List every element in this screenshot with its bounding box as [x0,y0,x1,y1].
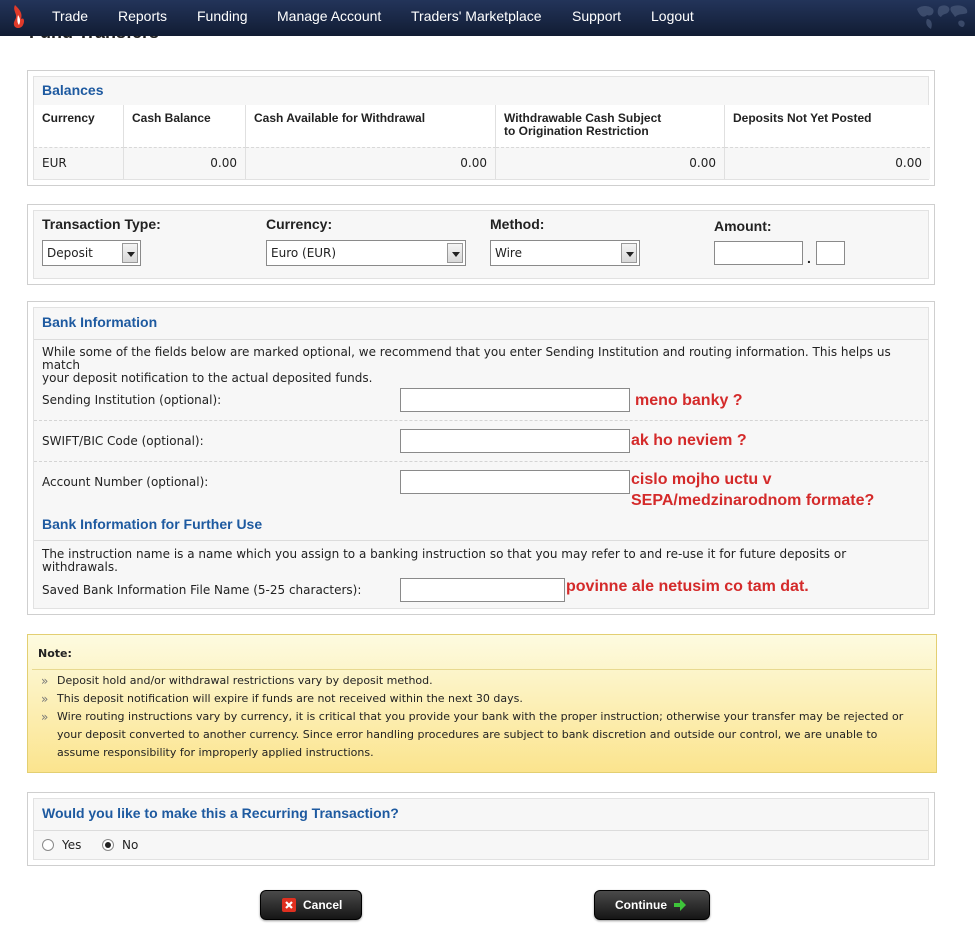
account-number-input[interactable] [400,470,630,494]
balance-cell-deposits: 0.00 [725,147,930,179]
method-label: Method: [490,216,545,232]
annotation-line: SEPA/medzinarodnom formate? [631,492,875,509]
recurring-question: Would you like to make this a Recurring Transaction? [42,805,399,821]
top-navigation-bar [0,0,975,36]
recurring-no-label[interactable]: No [122,838,139,852]
intro-line: While some of the fields below are marked optional, we recommend that you enter Sending Institution and routing information. This helps us match [42,345,891,372]
header-text: to Origination Restriction [504,124,649,138]
balance-cell-withdrawable: 0.00 [496,147,725,179]
annotation-line: cislo mojho uctu v [631,471,772,488]
balances-panel [27,70,935,186]
bank-intro-text [42,346,922,385]
divider [34,339,928,340]
balances-header-deposits-not-posted [725,105,930,147]
account-number-label: Account Number (optional): [42,475,209,489]
recurring-inner [33,798,929,860]
recurring-panel [27,792,935,866]
header-text: Currency [42,111,95,125]
sending-institution-input[interactable] [400,388,630,412]
balance-cell-currency: EUR [34,147,124,179]
intro-line: your deposit notification to the actual deposited funds. [42,371,373,385]
annotation-saved: povinne ale netusim co tam dat. [566,578,809,595]
bank-further-use-title: Bank Information for Further Use [42,516,263,532]
select-value: Euro (EUR) [271,246,337,260]
divider [34,540,928,541]
method-select[interactable] [490,240,640,266]
bank-information-inner [33,307,929,609]
bank-information-panel [27,301,935,615]
nav-funding[interactable]: Funding [197,8,248,24]
divider [34,461,928,462]
select-value: Deposit [47,246,93,260]
recurring-yes-radio[interactable] [42,839,54,851]
saved-bank-info-input[interactable] [400,578,565,602]
note-title: Note: [38,647,72,660]
header-text: Withdrawable Cash Subject [504,111,662,125]
note-item: » Wire routing instructions vary by currency, it is critical that you provide your bank with the proper instruction; otherwise your transfer may be rejected or your deposit converted to another currency. Since error handling procedures are subject to bank discretion and outside our control, we are unable to assume responsibility for improperly applied instructions. [40,708,920,762]
currency-label: Currency: [266,216,333,232]
nav-trade[interactable]: Trade [52,8,89,24]
chevron-down-icon[interactable] [122,243,138,263]
balance-cell-available: 0.00 [246,147,496,179]
cancel-button[interactable] [260,890,362,920]
nav-traders-marketplace[interactable]: Traders' Marketplace [411,8,542,24]
swift-bic-input[interactable] [400,429,630,453]
balances-inner [33,76,929,180]
transaction-inner [33,210,929,279]
chevron-down-icon[interactable] [447,243,463,263]
close-x-icon [282,898,296,912]
saved-bank-info-label: Saved Bank Information File Name (5-25 characters): [42,583,362,597]
divider [34,830,928,831]
nav-support[interactable]: Support [572,8,622,24]
recurring-no-radio[interactable] [102,839,114,851]
continue-button[interactable] [594,890,710,920]
nav-logout[interactable]: Logout [651,8,694,24]
balances-header-currency [34,105,124,147]
divider [34,420,928,421]
annotation-swift: ak ho neviem ? [631,432,747,449]
amount-label: Amount: [714,218,772,234]
balances-header-cash-available [246,105,496,147]
nav-reports[interactable]: Reports [118,8,168,24]
nav-manage-account[interactable]: Manage Account [277,8,382,24]
transaction-type-select[interactable] [42,240,141,266]
balances-table [34,105,930,179]
select-value: Wire [495,246,522,260]
divider [32,669,932,670]
note-box [27,634,937,773]
balances-header-cash-balance [124,105,246,147]
balance-cell-cash: 0.00 [124,147,246,179]
brand-flame-icon[interactable] [9,3,29,31]
note-item: » This deposit notification will expire if funds are not received within the next 30 days. [40,690,920,708]
currency-select[interactable] [266,240,466,266]
transaction-panel [27,204,935,285]
arrow-right-icon [673,898,687,912]
annotation-account [631,469,874,511]
amount-decimal-separator: . [807,250,811,266]
sending-institution-label: Sending Institution (optional): [42,393,222,407]
annotation-sending: meno banky ? [635,392,743,409]
amount-whole-input[interactable] [714,241,803,265]
balances-header-withdrawable [496,105,725,147]
note-item: » Deposit hold and/or withdrawal restrictions vary by deposit method. [40,672,920,690]
bank-information-title: Bank Information [42,314,158,330]
swift-bic-label: SWIFT/BIC Code (optional): [42,434,204,448]
bank-further-use-text: The instruction name is a name which you assign to a banking instruction so that you may refer to and re-use it for future deposits or withdrawals. [42,547,847,574]
continue-button-label: Continue [615,898,667,912]
world-map-icon [913,1,971,31]
cancel-button-label: Cancel [303,898,343,912]
header-text: Deposits Not Yet Posted [733,111,872,125]
balances-title: Balances [42,82,104,98]
chevron-down-icon[interactable] [621,243,637,263]
transaction-type-label: Transaction Type: [42,216,161,232]
header-text: Cash Available for Withdrawal [254,111,426,125]
amount-cents-input[interactable] [816,241,845,265]
recurring-yes-label[interactable]: Yes [62,838,82,852]
note-list [40,672,920,762]
header-text: Cash Balance [132,111,211,125]
